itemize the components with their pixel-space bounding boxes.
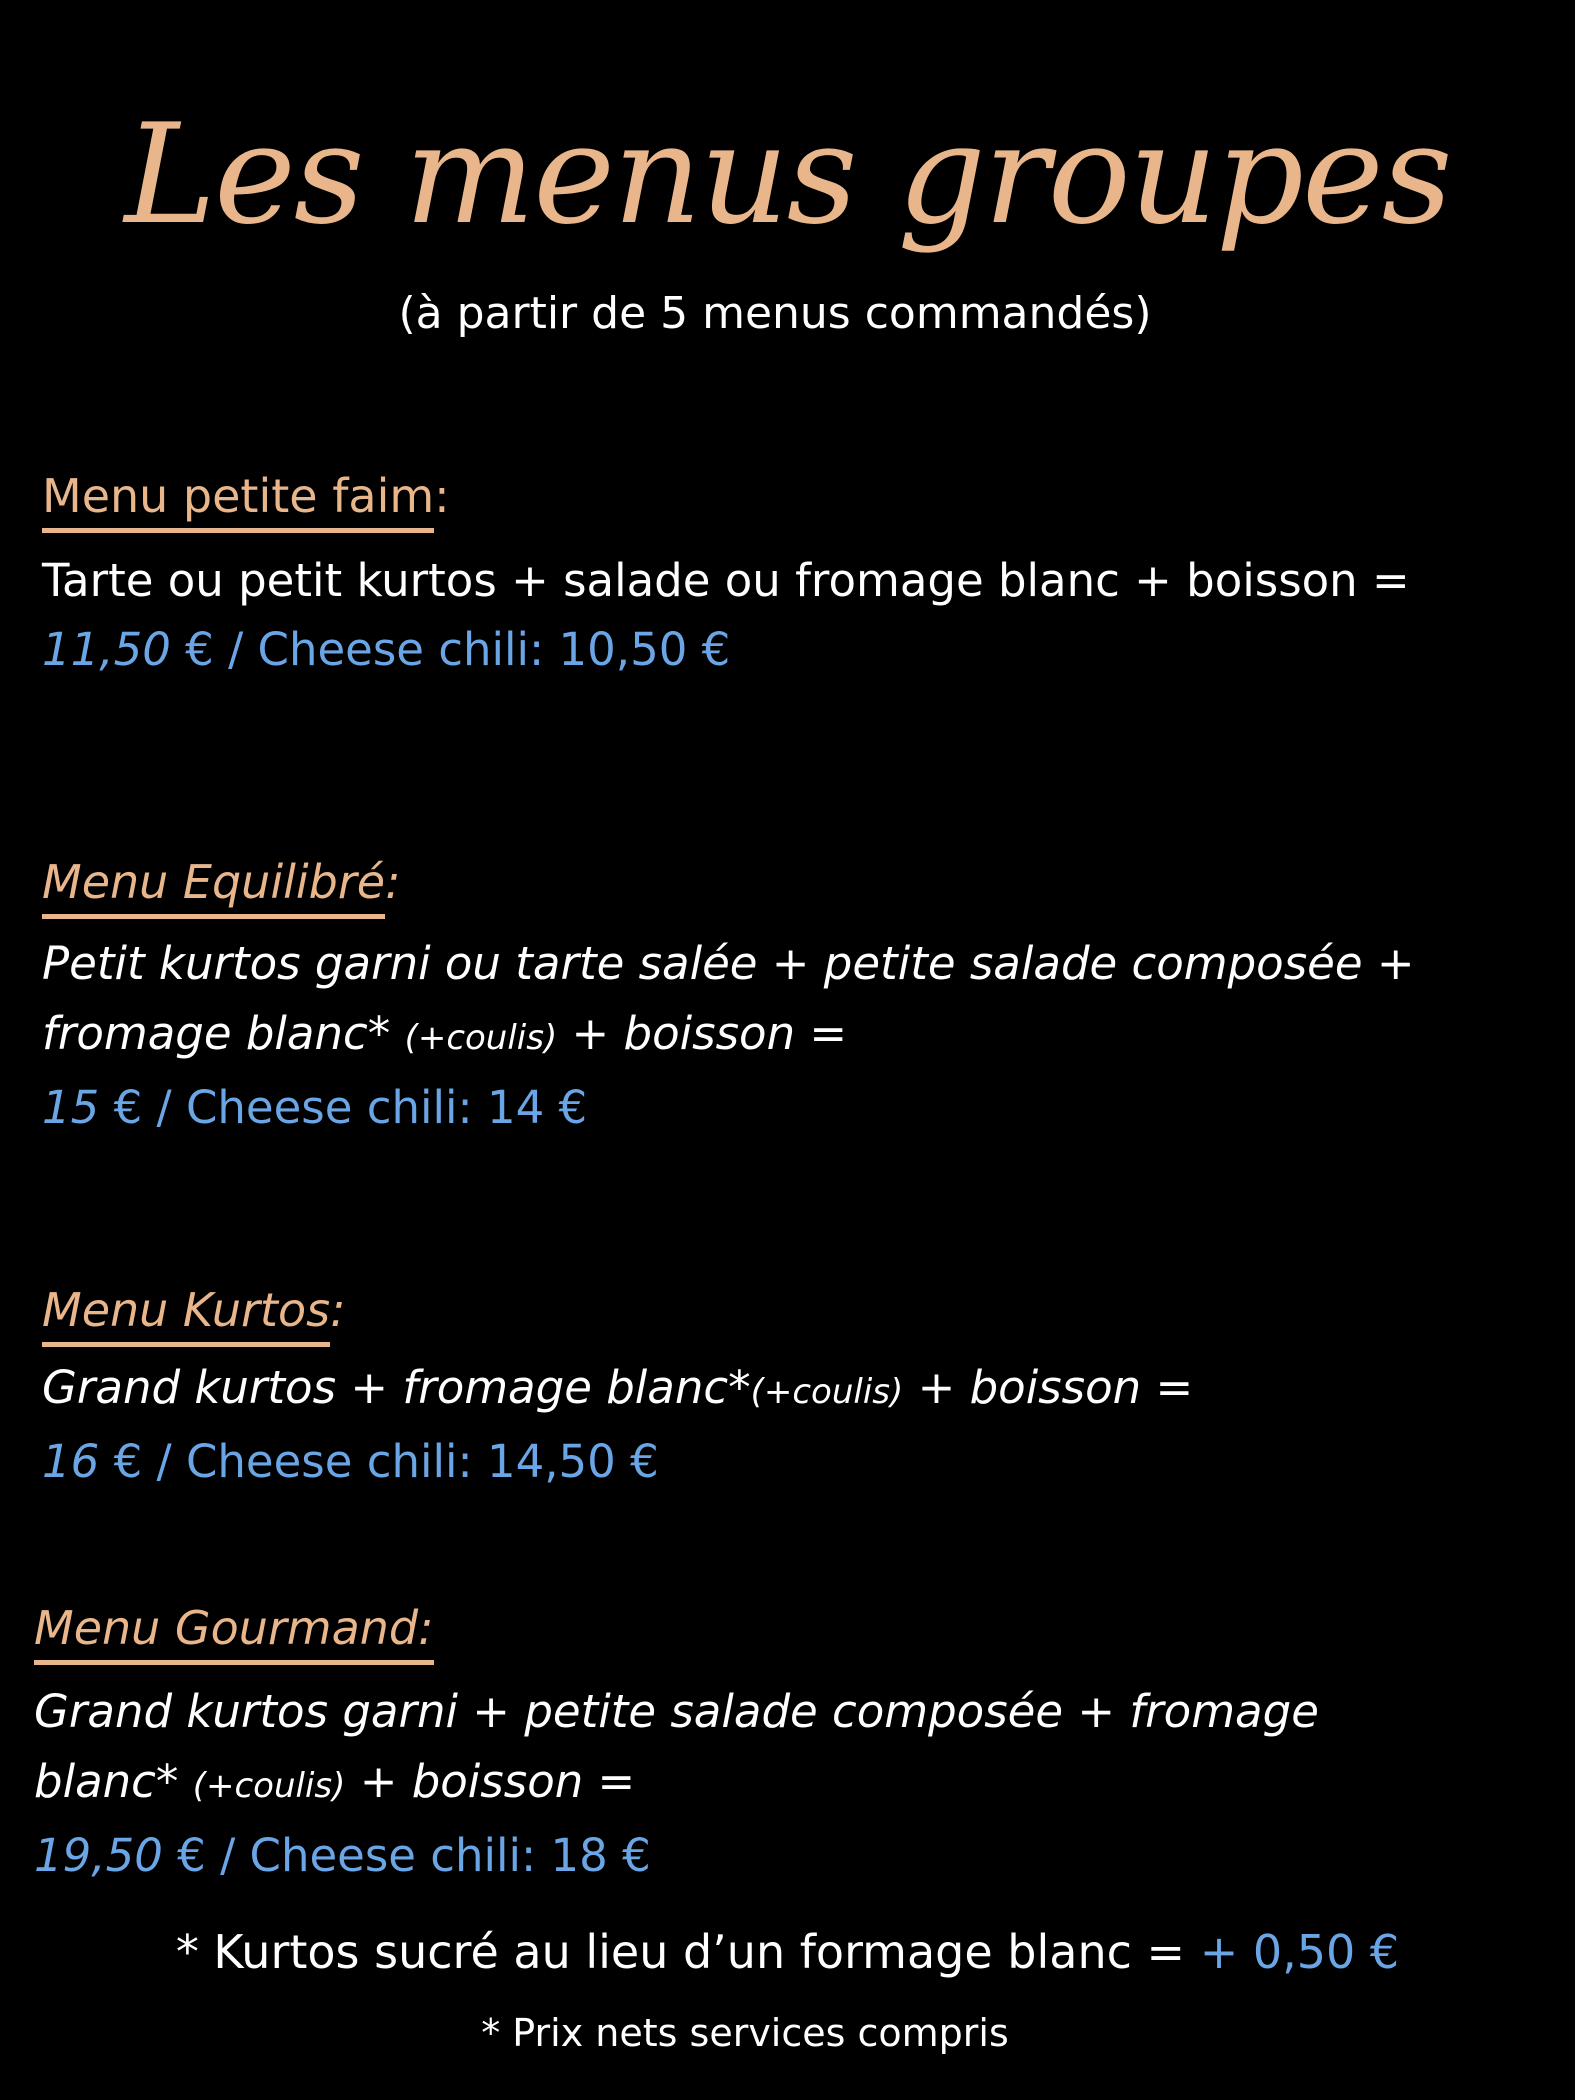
- menu-title-colon: :: [385, 855, 401, 909]
- menu-kurtos: [42, 1280, 1542, 1497]
- menu-title-row: [42, 1280, 1542, 1347]
- menu-description-coulis: (+coulis): [192, 1766, 346, 1806]
- menu-description: [42, 547, 1542, 615]
- menu-title-row: [42, 466, 1542, 533]
- menu-price-main: 16: [42, 1435, 100, 1488]
- menu-title: Menu Gourmand:: [34, 1598, 434, 1665]
- menu-price-main: 11,50: [42, 623, 171, 676]
- menu-description-line-2: [34, 1747, 1534, 1821]
- page-title: Les menus groupes: [124, 94, 1451, 255]
- menu-description-text-end: + boisson =: [345, 1755, 636, 1808]
- menu-description-text-end: + boisson =: [903, 1361, 1194, 1414]
- menu-description-line-1: Grand kurtos garni + petite salade composée + fromage: [34, 1685, 1319, 1738]
- menu-description-text-end: + boisson =: [557, 1007, 848, 1060]
- menu-description: [42, 929, 1542, 1073]
- menu-price: [42, 1427, 1542, 1497]
- menu-title: Menu petite faim: [42, 466, 434, 533]
- menu-price-main: 19,50: [34, 1829, 163, 1882]
- menu-description-coulis: (+coulis): [404, 1018, 558, 1058]
- menu-title: Menu Kurtos: [42, 1280, 330, 1347]
- menu-price: [42, 1073, 1542, 1143]
- menu-equilibre: [42, 852, 1542, 1143]
- menu-description: [34, 1677, 1534, 1821]
- menu-price-rest: € / Cheese chili: 18 €: [162, 1829, 651, 1882]
- menu-price-rest: € / Cheese chili: 14 €: [99, 1081, 588, 1134]
- menu-description-text: fromage blanc*: [42, 1007, 405, 1060]
- menu-description-text: Tarte ou petit kurtos + salade ou fromage blanc + boisson =: [42, 554, 1410, 607]
- footnote-kurtos-sucre: [0, 1922, 1575, 1982]
- menu-title-colon: :: [434, 469, 450, 523]
- menu-gourmand: [34, 1598, 1534, 1891]
- menu-price: [42, 615, 1542, 685]
- menu-petite-faim: [42, 466, 1542, 685]
- footnote-prix-nets: * Prix nets services compris: [481, 2011, 1009, 2055]
- menu-title: Menu Equilibré: [42, 852, 385, 919]
- menu-title-row: [42, 852, 1542, 919]
- menu-title-row: [34, 1598, 1534, 1665]
- menu-description: [42, 1353, 1542, 1427]
- menu-description-line-2: [42, 999, 1542, 1073]
- menu-description-text: blanc*: [34, 1755, 193, 1808]
- page-subtitle: (à partir de 5 menus commandés): [398, 288, 1152, 339]
- menu-title-colon: :: [330, 1283, 346, 1337]
- menu-description-coulis: (+coulis): [750, 1372, 904, 1412]
- menu-description-text: Grand kurtos + fromage blanc*: [42, 1361, 751, 1414]
- footnote-text: * Kurtos sucré au lieu d’un formage blanc =: [175, 1925, 1200, 1979]
- footnote-price: + 0,50 €: [1199, 1925, 1400, 1979]
- menu-description-line-1: Petit kurtos garni ou tarte salée + petite salade composée +: [42, 937, 1415, 990]
- menu-price-rest: € / Cheese chili: 14,50 €: [99, 1435, 659, 1488]
- menu-price: [34, 1821, 1534, 1891]
- menu-price-main: 15: [42, 1081, 100, 1134]
- menu-price-rest: € / Cheese chili: 10,50 €: [170, 623, 731, 676]
